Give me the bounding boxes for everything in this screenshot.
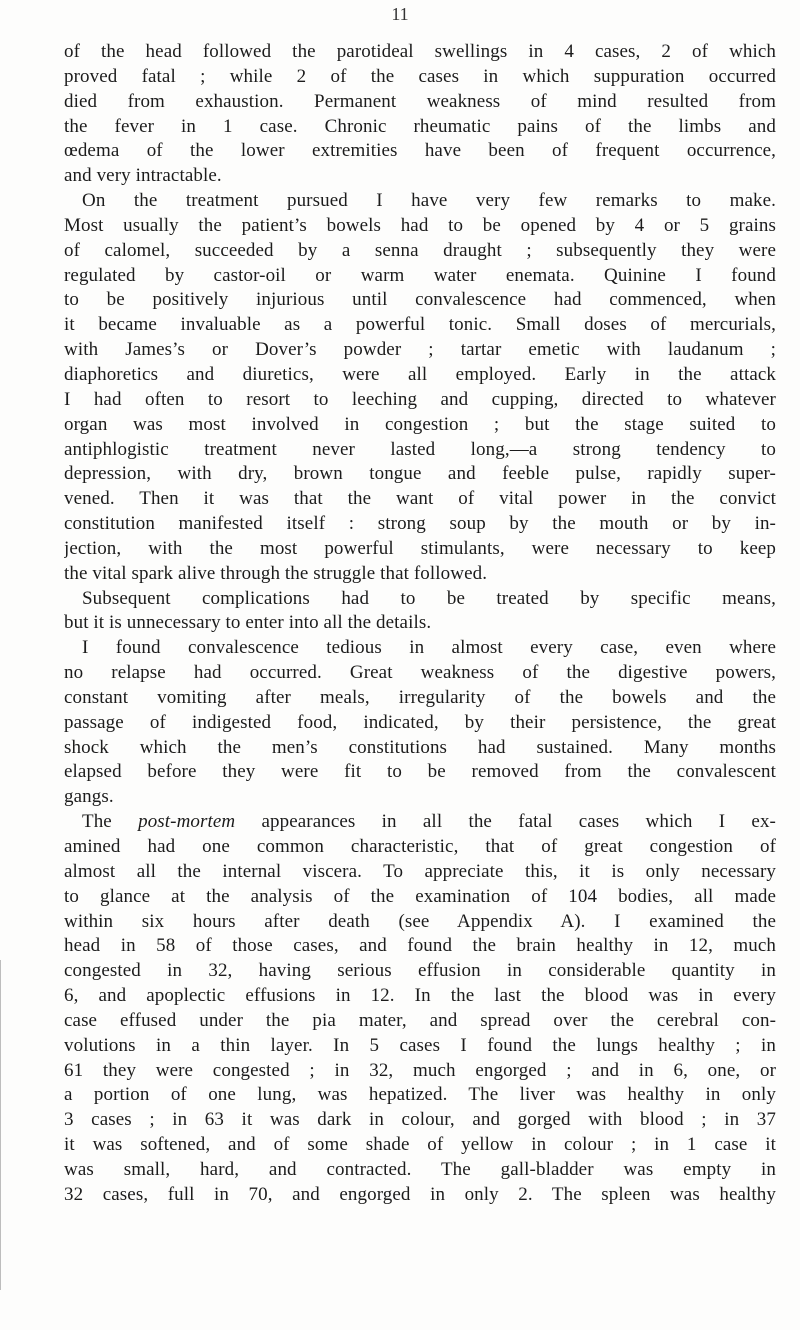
body-text: [64, 40, 776, 1208]
text-line: congested in 32, having serious effusion in considerable quantity in: [64, 960, 776, 982]
text-line: with James’s or Dover’s powder ; tartar emetic with laudanum ;: [64, 339, 776, 361]
text-line: of calomel, succeeded by a senna draught ; subsequently they were: [64, 239, 776, 261]
text-line: 6, and apoplectic effusions in 12. In the last the blood was in every: [64, 985, 776, 1007]
text-line: the vital spark alive through the struggle that followed.: [64, 562, 488, 584]
text-line: 32 cases, full in 70, and engorged in only 2. The spleen was healthy: [64, 1183, 776, 1205]
text-line: proved fatal ; while 2 of the cases in which suppuration occurred: [64, 65, 776, 87]
text-line: jection, with the most powerful stimulants, were necessary to keep: [64, 537, 776, 559]
text-line: 61 they were congested ; in 32, much engorged ; and in 6, one, or: [64, 1059, 776, 1081]
text-line: constitution manifested itself : strong soup by the mouth or by in-: [64, 513, 776, 535]
text-line: within six hours after death (see Appendix A). I examined the: [64, 910, 776, 932]
text-line: no relapse had occurred. Great weakness of the digestive powers,: [64, 662, 776, 684]
text-line: died from exhaustion. Permanent weakness of mind resulted from: [64, 90, 776, 112]
text-line: it became invaluable as a powerful tonic. Small doses of mercurials,: [64, 314, 776, 336]
page-number: 11: [391, 4, 409, 24]
text-line: to glance at the analysis of the examination of 104 bodies, all made: [64, 885, 776, 907]
text-line: antiphlogistic treatment never lasted long,—a strong tendency to: [64, 438, 776, 460]
text-line: to be positively injurious until convalescence had commenced, when: [64, 289, 776, 311]
text-line: The post-mortem appearances in all the fatal cases which I ex-: [82, 811, 776, 833]
text-line: and very intractable.: [64, 165, 222, 187]
text-line: almost all the internal viscera. To appreciate this, it is only necessary: [64, 860, 776, 882]
text-line: it was softened, and of some shade of yellow in colour ; in 1 case it: [64, 1134, 776, 1156]
text-line: vened. Then it was that the want of vital power in the convict: [64, 488, 776, 510]
text-line: œdema of the lower extremities have been of frequent occurrence,: [64, 140, 776, 162]
text-line: volutions in a thin layer. In 5 cases I found the lungs healthy ; in: [64, 1034, 776, 1056]
text-line: Most usually the patient’s bowels had to be opened by 4 or 5 grains: [64, 214, 776, 236]
text-line: diaphoretics and diuretics, were all employed. Early in the attack: [64, 363, 776, 385]
text-line: 3 cases ; in 63 it was dark in colour, and gorged with blood ; in 37: [64, 1109, 776, 1131]
text-line: Subsequent complications had to be treated by specific means,: [82, 587, 776, 609]
text-line: elapsed before they were fit to be removed from the convalescent: [64, 761, 776, 783]
text-line: was small, hard, and contracted. The gall-bladder was empty in: [64, 1158, 776, 1180]
text-line: I found convalescence tedious in almost every case, even where: [82, 637, 776, 659]
text-line: the fever in 1 case. Chronic rheumatic pains of the limbs and: [64, 115, 776, 137]
scan-edge-shadow: [0, 960, 1, 1290]
text-line: regulated by castor-oil or warm water enemata. Quinine I found: [64, 264, 776, 286]
text-line: passage of indigested food, indicated, by their persistence, the great: [64, 711, 776, 733]
text-line: shock which the men’s constitutions had sustained. Many months: [64, 736, 776, 758]
text-line: constant vomiting after meals, irregularity of the bowels and the: [64, 686, 776, 708]
text-line: amined had one common characteristic, that of great congestion of: [64, 836, 776, 857]
text-line: head in 58 of those cases, and found the brain healthy in 12, much: [64, 935, 776, 957]
italic-term: post-mortem: [138, 811, 236, 833]
text-line: case effused under the pia mater, and spread over the cerebral con-: [64, 1009, 776, 1031]
text-line: but it is unnecessary to enter into all the details.: [64, 612, 432, 634]
text-line: gangs.: [64, 786, 114, 808]
text-line: On the treatment pursued I have very few remarks to make.: [82, 190, 776, 212]
text-line: organ was most involved in congestion ; but the stage suited to: [64, 413, 776, 435]
text-line: depression, with dry, brown tongue and feeble pulse, rapidly super-: [64, 463, 776, 485]
text-line: a portion of one lung, was hepatized. The liver was healthy in only: [64, 1084, 776, 1106]
text-line: of the head followed the parotideal swellings in 4 cases, 2 of which: [64, 41, 776, 62]
text-line: I had often to resort to leeching and cupping, directed to whatever: [64, 388, 776, 410]
